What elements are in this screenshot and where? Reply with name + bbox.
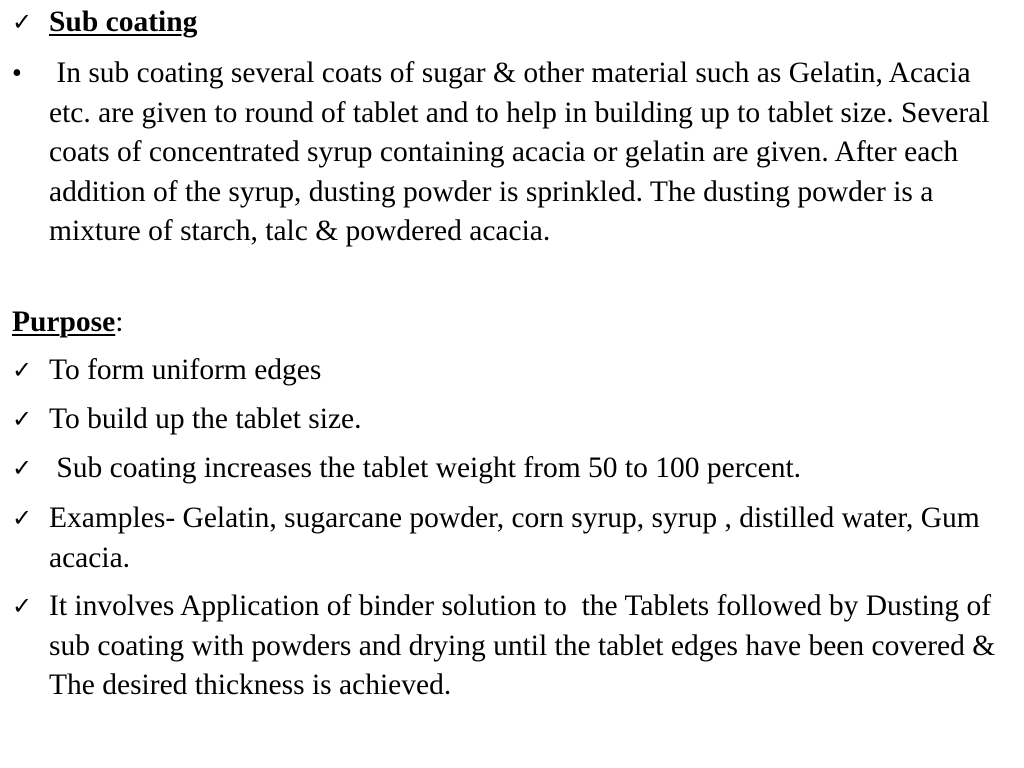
purpose-colon: : bbox=[115, 306, 124, 338]
bullet-icon: • bbox=[12, 58, 22, 89]
list-item bbox=[12, 351, 1012, 391]
point-text: Examples- Gelatin, sugarcane powder, corn syrup, syrup , distilled water, Gum acacia. bbox=[49, 502, 988, 574]
purpose-heading bbox=[12, 303, 123, 343]
checkmark-icon: ✓ bbox=[12, 504, 33, 532]
list-item bbox=[12, 587, 1012, 706]
checkmark-icon: ✓ bbox=[12, 454, 33, 482]
point-text: Sub coating increases the tablet weight from 50 to 100 percent. bbox=[49, 452, 802, 484]
description-paragraph: In sub coating several coats of sugar & other material such as Gelatin, Acacia etc. are given to round of tablet and to help in building up to tablet size. Several coats of concentrated syrup containing acacia or gelatin are given. After each addition of the syrup, dusting powder is sprinkled. The dusting powder is a mixture of starch, talc & powdered acacia. bbox=[49, 57, 997, 247]
point-text: To build up the tablet size. bbox=[49, 403, 362, 435]
slide-heading: Sub coating bbox=[49, 6, 198, 38]
paragraph-item bbox=[12, 54, 1012, 252]
checkmark-icon: ✓ bbox=[12, 592, 33, 620]
purpose-label: Purpose bbox=[12, 306, 116, 338]
list-item bbox=[12, 400, 1012, 440]
point-text: It involves Application of binder solution to the Tablets followed by Dusting of sub coating with powders and drying until the tablet edges have been covered & The desired thickness is achieved. bbox=[49, 590, 1003, 701]
checkmark-icon: ✓ bbox=[12, 8, 33, 36]
checkmark-icon: ✓ bbox=[12, 405, 33, 433]
list-item bbox=[12, 449, 1012, 489]
point-text: To form uniform edges bbox=[49, 354, 322, 386]
heading-item bbox=[12, 3, 1012, 43]
list-item bbox=[12, 499, 1012, 578]
checkmark-icon: ✓ bbox=[12, 356, 33, 384]
